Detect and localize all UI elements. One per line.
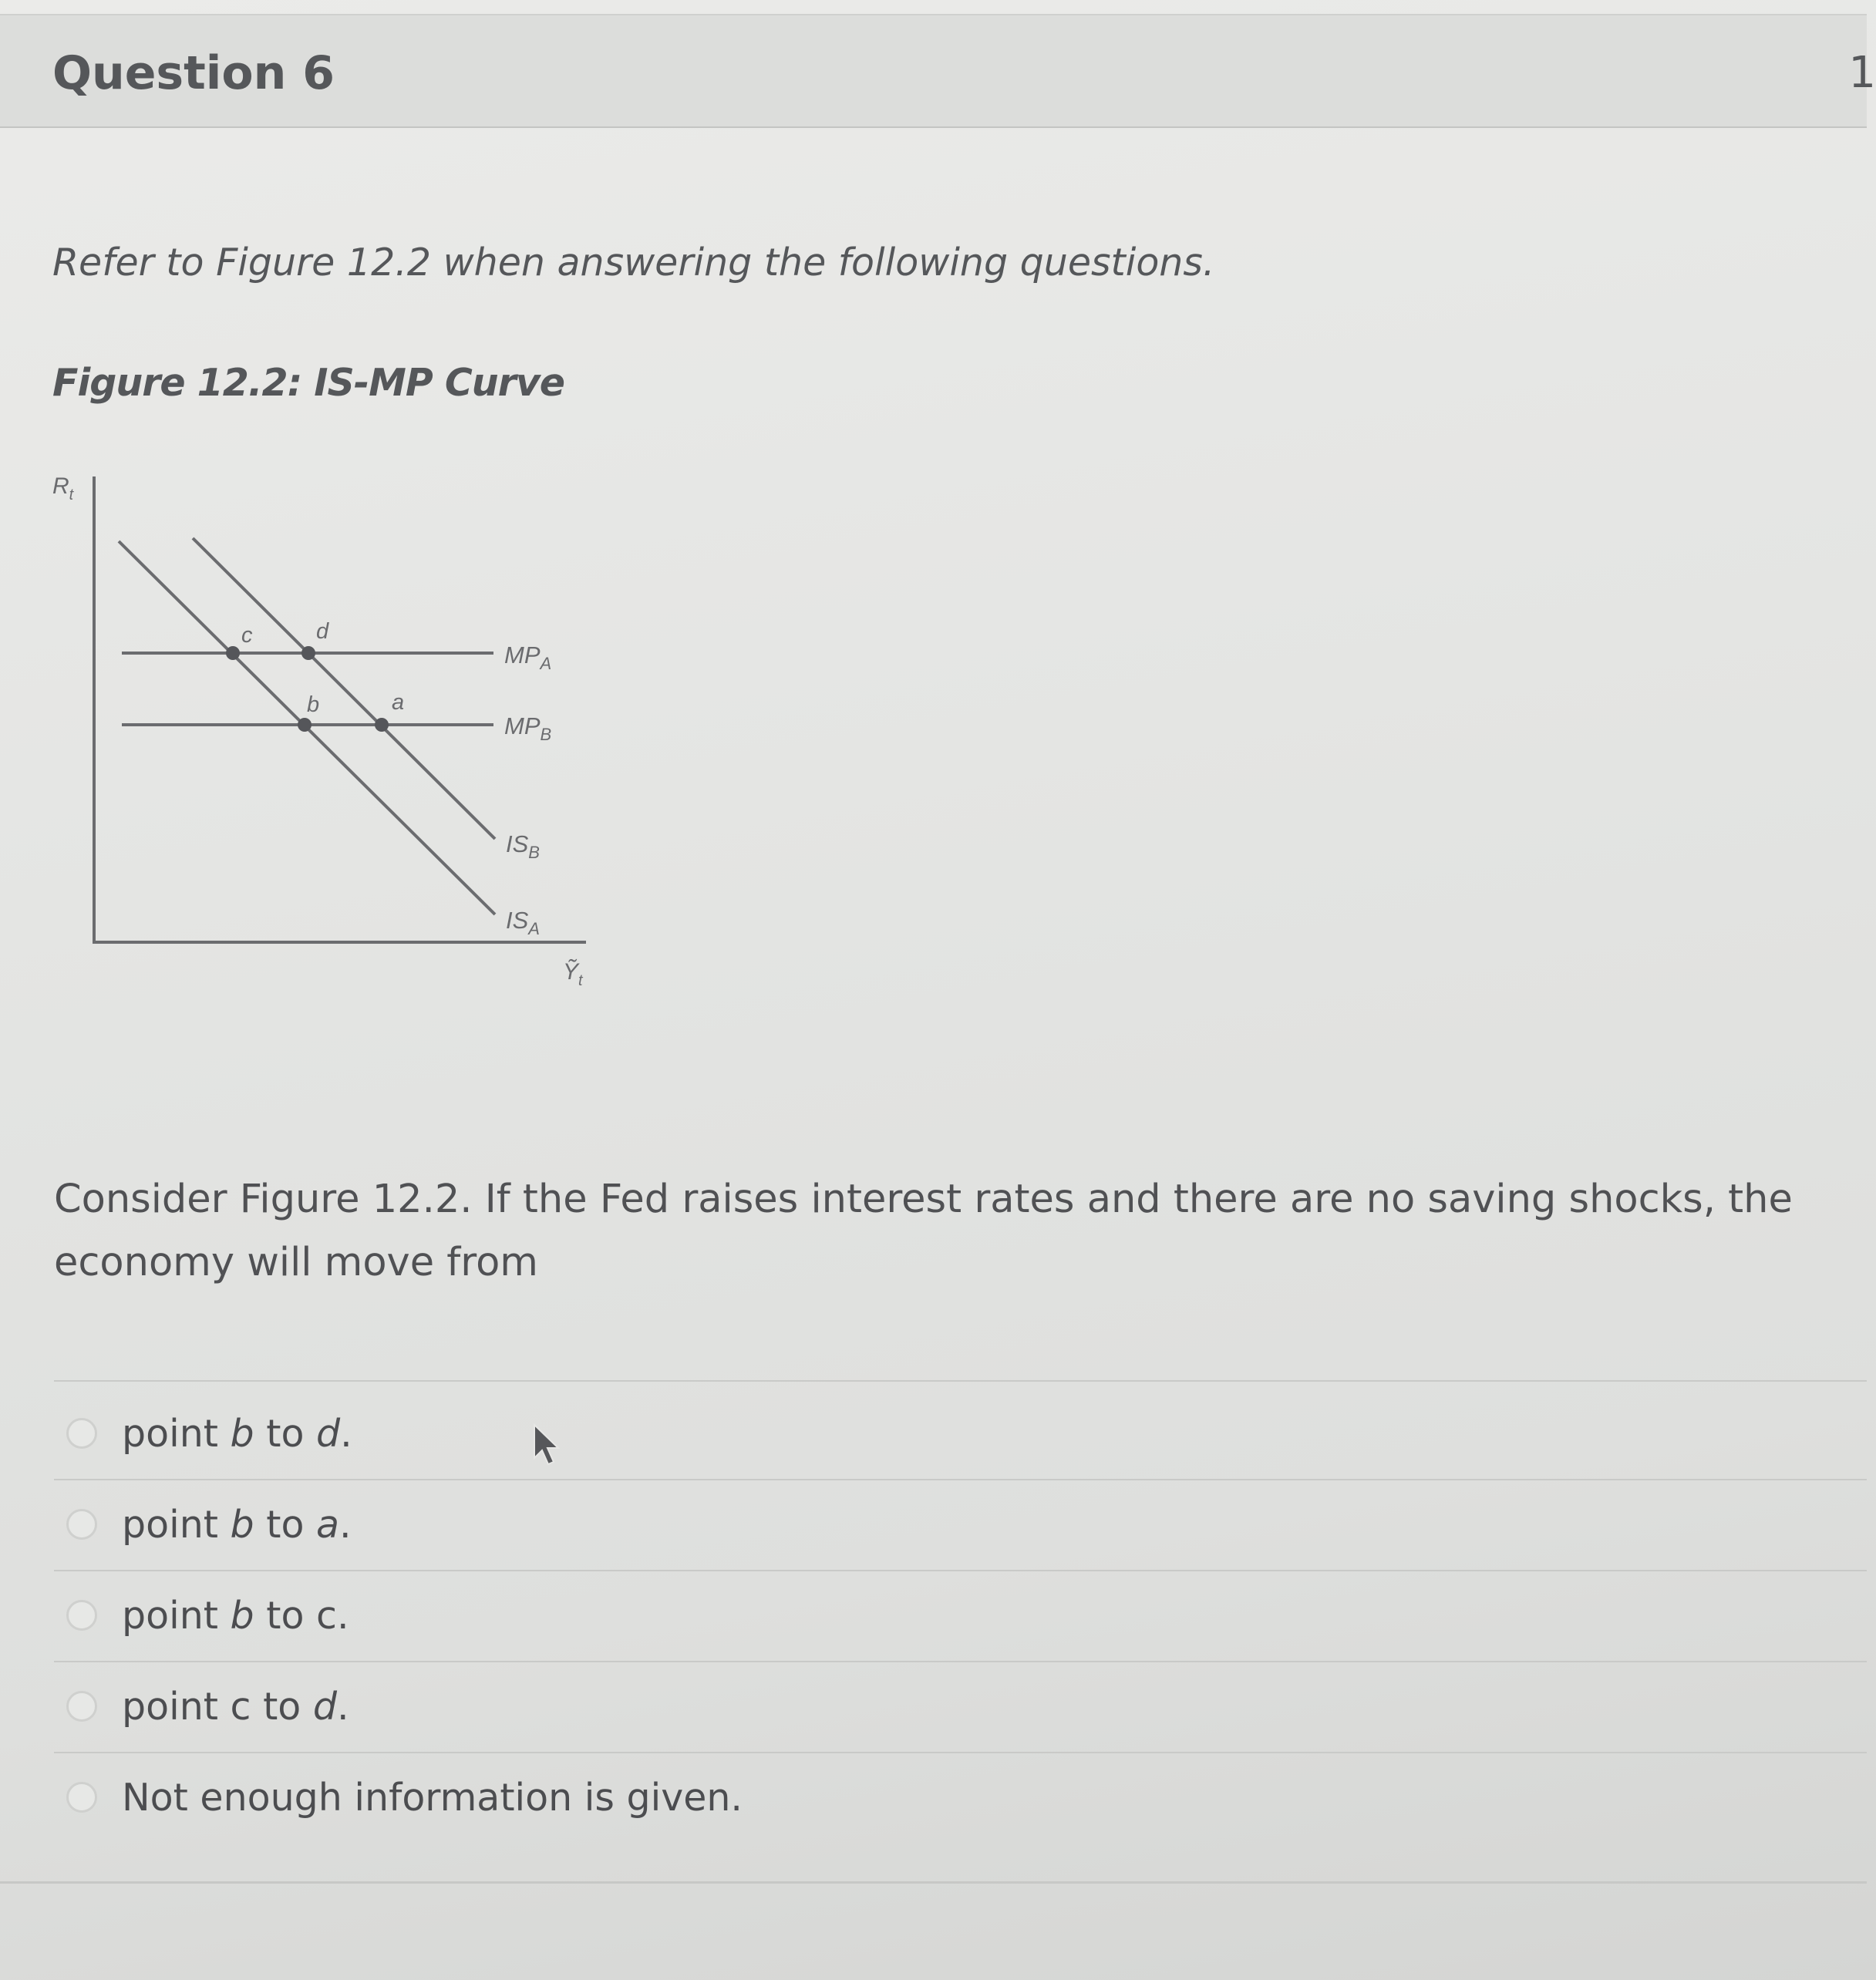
is-b-label: $IS_B$: [506, 830, 540, 862]
radio-button[interactable]: [66, 1782, 97, 1813]
intro-text: Refer to Figure 12.2 when answering the following questions.: [52, 241, 1215, 285]
option-not-enough-info[interactable]: [54, 1752, 1867, 1843]
point-c-label: c: [241, 623, 253, 648]
point-c-marker: [226, 646, 240, 660]
mp-a-label: $MP_A$: [504, 641, 552, 673]
mouse-pointer-icon: [532, 1423, 563, 1467]
point-b-marker: [298, 718, 312, 732]
option-label[interactable]: point b to a.: [122, 1502, 352, 1547]
option-b-to-a[interactable]: [54, 1479, 1867, 1570]
question-header: [0, 14, 1876, 128]
option-b-to-c[interactable]: [54, 1570, 1867, 1661]
is-b-line: [193, 538, 495, 839]
radio-button[interactable]: [66, 1418, 97, 1449]
option-c-to-d[interactable]: [54, 1661, 1867, 1752]
mp-b-label: $MP_B$: [504, 712, 552, 744]
point-a-marker: [375, 718, 389, 732]
option-label[interactable]: Not enough information is given.: [122, 1775, 743, 1820]
point-a-label: a: [392, 690, 405, 715]
figure-title: Figure 12.2: IS-MP Curve: [52, 361, 565, 405]
is-a-label: $IS_A$: [506, 907, 540, 938]
option-b-to-d[interactable]: [54, 1388, 1867, 1479]
radio-button[interactable]: [66, 1509, 97, 1540]
option-label[interactable]: point b to c.: [122, 1593, 349, 1638]
x-axis-label: Ỹ$_t$: [563, 959, 583, 989]
option-label[interactable]: point b to d.: [122, 1411, 352, 1456]
options-top-divider: [54, 1380, 1867, 1382]
point-d-label: d: [316, 619, 329, 644]
question-title: Question 6: [52, 46, 335, 100]
is-mp-figure: [39, 455, 625, 1010]
radio-button[interactable]: [66, 1600, 97, 1631]
question-prompt: Consider Figure 12.2. If the Fed raises interest rates and there are no saving shocks, the economy will move from: [54, 1177, 1793, 1285]
point-d-marker: [301, 646, 315, 660]
bottom-divider: [0, 1881, 1867, 1884]
option-label[interactable]: point c to d.: [122, 1684, 349, 1729]
radio-button[interactable]: [66, 1691, 97, 1722]
point-b-label: b: [307, 692, 320, 717]
question-points: 1: [1848, 48, 1876, 98]
y-axis-label: $R_t$: [52, 473, 74, 503]
